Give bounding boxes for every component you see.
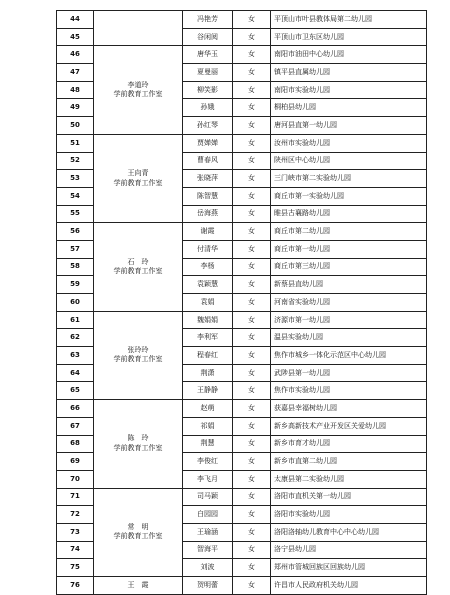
member-unit: 济源市第一幼儿园 (271, 311, 427, 329)
member-unit: 温县实验幼儿园 (271, 329, 427, 347)
member-unit: 新乡市育才幼儿园 (271, 435, 427, 453)
member-unit: 平顶山市卫东区幼儿园 (271, 28, 427, 46)
member-name: 李杨 (183, 258, 233, 276)
member-sex: 女 (233, 223, 271, 241)
member-sex: 女 (233, 205, 271, 223)
member-unit: 汝州市实验幼儿园 (271, 134, 427, 152)
member-sex: 女 (233, 435, 271, 453)
row-number: 57 (57, 240, 94, 258)
studio-leader-name: 常 明 (127, 522, 149, 531)
row-number: 75 (57, 559, 94, 577)
member-sex: 女 (233, 470, 271, 488)
member-unit: 焦作市城乡一体化示范区中心幼儿园 (271, 347, 427, 365)
table-row (57, 488, 427, 506)
studio-unit-name: 学前教育工作室 (113, 266, 163, 275)
member-sex: 女 (233, 329, 271, 347)
studio-leader-name: 石 玲 (127, 257, 149, 266)
row-number: 50 (57, 117, 94, 135)
member-unit: 洛阳洛轴幼儿教育中心中心幼儿园 (271, 523, 427, 541)
member-name: 冯艳芳 (183, 11, 233, 29)
member-unit: 镇平县直属幼儿园 (271, 64, 427, 82)
studio-cell (94, 400, 183, 488)
member-name: 付清华 (183, 240, 233, 258)
member-sex: 女 (233, 488, 271, 506)
member-unit: 陕州区中心幼儿园 (271, 152, 427, 170)
row-number: 62 (57, 329, 94, 347)
member-sex: 女 (233, 240, 271, 258)
member-unit: 许昌市人民政府机关幼儿园 (271, 577, 427, 595)
member-name: 荆潇 (183, 364, 233, 382)
member-name: 李飞月 (183, 470, 233, 488)
member-sex: 女 (233, 152, 271, 170)
studio-cell (94, 577, 183, 595)
table-row (57, 223, 427, 241)
row-number: 67 (57, 417, 94, 435)
member-sex: 女 (233, 311, 271, 329)
member-sex: 女 (233, 523, 271, 541)
member-unit: 三门峡市第二实验幼儿园 (271, 170, 427, 188)
member-name: 白园园 (183, 506, 233, 524)
member-sex: 女 (233, 382, 271, 400)
member-unit: 太康县第二实验幼儿园 (271, 470, 427, 488)
table-row (57, 134, 427, 152)
member-name: 唐华玉 (183, 46, 233, 64)
member-name: 孙红琴 (183, 117, 233, 135)
studio-unit-name: 学前教育工作室 (113, 178, 163, 187)
member-sex: 女 (233, 81, 271, 99)
row-number: 55 (57, 205, 94, 223)
member-unit: 郑州市管城回族区回族幼儿园 (271, 559, 427, 577)
row-number: 61 (57, 311, 94, 329)
member-unit: 商丘市第一实验幼儿园 (271, 187, 427, 205)
member-sex: 女 (233, 347, 271, 365)
member-sex: 女 (233, 117, 271, 135)
member-unit: 洛阳市实验幼儿园 (271, 506, 427, 524)
row-number: 65 (57, 382, 94, 400)
member-name: 魏娟娟 (183, 311, 233, 329)
member-sex: 女 (233, 46, 271, 64)
row-number: 68 (57, 435, 94, 453)
row-number: 69 (57, 453, 94, 471)
member-name: 李俊红 (183, 453, 233, 471)
member-sex: 女 (233, 258, 271, 276)
member-sex: 女 (233, 170, 271, 188)
member-unit: 睢县古襄路幼儿园 (271, 205, 427, 223)
member-sex: 女 (233, 541, 271, 559)
row-number: 47 (57, 64, 94, 82)
member-sex: 女 (233, 453, 271, 471)
member-sex: 女 (233, 577, 271, 595)
studio-leader-name: 王 霞 (127, 580, 149, 589)
row-number: 60 (57, 294, 94, 312)
row-number: 72 (57, 506, 94, 524)
member-sex: 女 (233, 134, 271, 152)
studio-cell (94, 11, 183, 46)
row-number: 44 (57, 11, 94, 29)
member-unit: 商丘市第三幼儿园 (271, 258, 427, 276)
member-name: 李利军 (183, 329, 233, 347)
row-number: 59 (57, 276, 94, 294)
member-name: 王静静 (183, 382, 233, 400)
member-unit: 新乡高新技术产业开发区关爱幼儿园 (271, 417, 427, 435)
row-number: 73 (57, 523, 94, 541)
member-name: 谢霞 (183, 223, 233, 241)
member-unit: 新蔡县直幼儿园 (271, 276, 427, 294)
member-sex: 女 (233, 400, 271, 418)
row-number: 45 (57, 28, 94, 46)
member-name: 夏曼丽 (183, 64, 233, 82)
member-name: 司马颖 (183, 488, 233, 506)
row-number: 54 (57, 187, 94, 205)
studio-cell (94, 488, 183, 576)
member-name: 贺明蕾 (183, 577, 233, 595)
row-number: 64 (57, 364, 94, 382)
studio-cell (94, 134, 183, 222)
member-sex: 女 (233, 187, 271, 205)
table-row (57, 46, 427, 64)
member-name: 袁颖慧 (183, 276, 233, 294)
member-name: 柳笑影 (183, 81, 233, 99)
row-number: 66 (57, 400, 94, 418)
studio-cell (94, 46, 183, 134)
member-sex: 女 (233, 559, 271, 577)
member-name: 贾婵婵 (183, 134, 233, 152)
member-unit: 商丘市第二幼儿园 (271, 223, 427, 241)
studio-cell (94, 311, 183, 399)
member-sex: 女 (233, 364, 271, 382)
member-sex: 女 (233, 506, 271, 524)
row-number: 76 (57, 577, 94, 595)
row-number: 51 (57, 134, 94, 152)
member-name: 王瑜涵 (183, 523, 233, 541)
member-name: 祁娟 (183, 417, 233, 435)
row-number: 70 (57, 470, 94, 488)
member-sex: 女 (233, 99, 271, 117)
table-row (57, 11, 427, 29)
member-unit: 南阳市油田中心幼儿园 (271, 46, 427, 64)
member-name: 袁娟 (183, 294, 233, 312)
studio-leader-name: 张玲玲 (127, 345, 149, 354)
member-name: 谷闲阅 (183, 28, 233, 46)
roster-table (56, 10, 427, 595)
member-unit: 河南省实验幼儿园 (271, 294, 427, 312)
studio-leader-name: 陈 玲 (127, 434, 149, 443)
member-name: 岳海燕 (183, 205, 233, 223)
studio-leader-name: 王向青 (127, 169, 149, 178)
member-unit: 新乡市直第二幼儿园 (271, 453, 427, 471)
row-number: 48 (57, 81, 94, 99)
row-number: 49 (57, 99, 94, 117)
member-name: 刘波 (183, 559, 233, 577)
row-number: 46 (57, 46, 94, 64)
row-number: 58 (57, 258, 94, 276)
studio-unit-name: 学前教育工作室 (113, 355, 163, 364)
studio-cell (94, 223, 183, 311)
member-unit: 获嘉县幸福树幼儿园 (271, 400, 427, 418)
member-unit: 洛阳市直机关第一幼儿园 (271, 488, 427, 506)
member-unit: 桐柏县幼儿园 (271, 99, 427, 117)
studio-unit-name: 学前教育工作室 (113, 532, 163, 541)
member-name: 曹春风 (183, 152, 233, 170)
member-unit: 南阳市实验幼儿园 (271, 81, 427, 99)
studio-unit-name: 学前教育工作室 (113, 90, 163, 99)
row-number: 71 (57, 488, 94, 506)
member-sex: 女 (233, 64, 271, 82)
member-unit: 洛宁县幼儿园 (271, 541, 427, 559)
member-sex: 女 (233, 417, 271, 435)
row-number: 74 (57, 541, 94, 559)
member-name: 赵萌 (183, 400, 233, 418)
member-sex: 女 (233, 294, 271, 312)
row-number: 52 (57, 152, 94, 170)
member-sex: 女 (233, 28, 271, 46)
member-unit: 商丘市第一幼儿园 (271, 240, 427, 258)
member-unit: 平顶山市叶县教体局第二幼儿园 (271, 11, 427, 29)
member-name: 张晓萍 (183, 170, 233, 188)
member-sex: 女 (233, 276, 271, 294)
member-name: 荆慧 (183, 435, 233, 453)
member-sex: 女 (233, 11, 271, 29)
studio-leader-name: 李道玲 (127, 80, 149, 89)
row-number: 53 (57, 170, 94, 188)
row-number: 63 (57, 347, 94, 365)
member-unit: 焦作市实验幼儿园 (271, 382, 427, 400)
member-name: 陈智慧 (183, 187, 233, 205)
studio-unit-name: 学前教育工作室 (113, 443, 163, 452)
table-row (57, 311, 427, 329)
member-name: 孙娥 (183, 99, 233, 117)
member-unit: 武陟县第一幼儿园 (271, 364, 427, 382)
roster-table-body (57, 11, 427, 595)
member-name: 智海平 (183, 541, 233, 559)
row-number: 56 (57, 223, 94, 241)
member-unit: 唐河县直第一幼儿园 (271, 117, 427, 135)
member-name: 程春红 (183, 347, 233, 365)
table-row (57, 400, 427, 418)
table-row (57, 577, 427, 595)
